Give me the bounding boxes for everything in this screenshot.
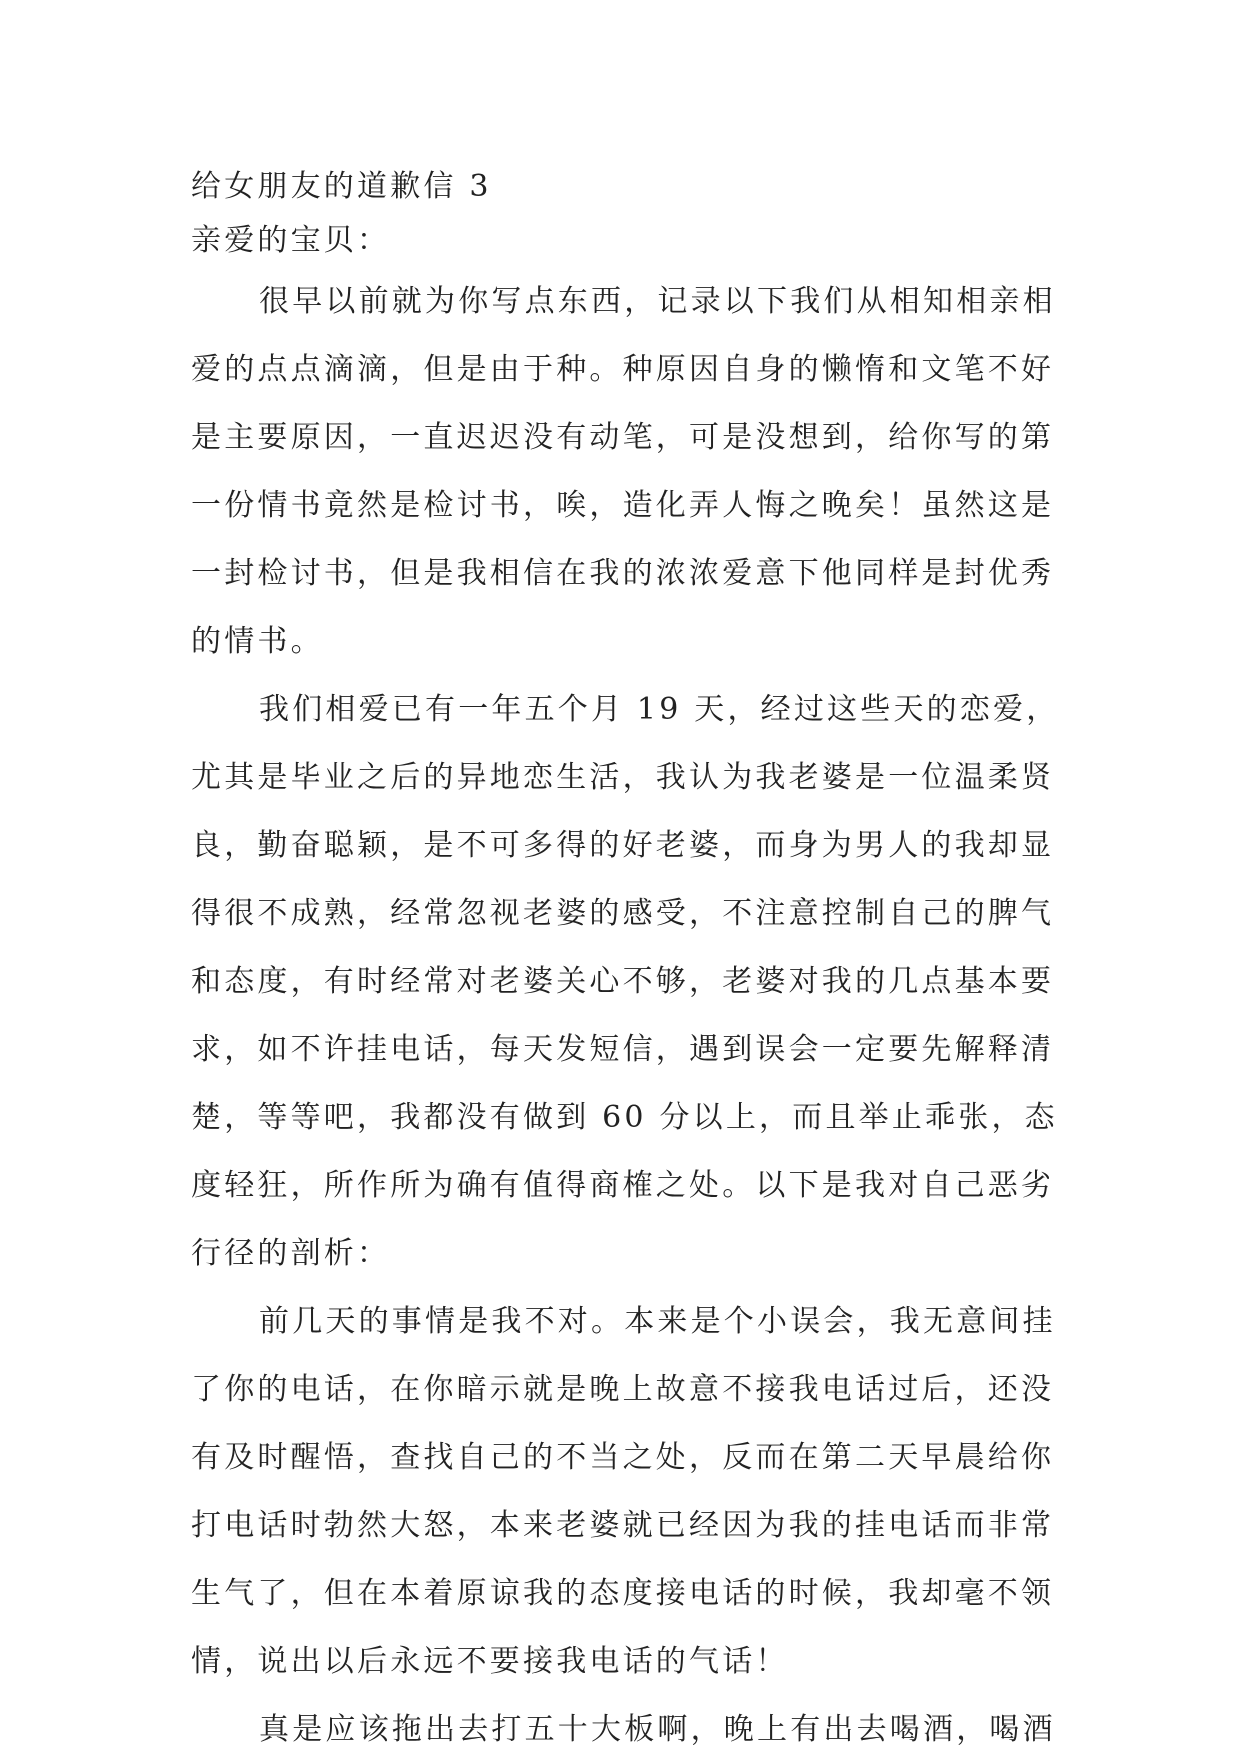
paragraph-line: 一份情书竟然是检讨书，唉，造化弄人悔之晚矣！虽然这是 — [191, 488, 1055, 523]
paragraph-line: 尤其是毕业之后的异地恋生活，我认为我老婆是一位温柔贤 — [191, 760, 1055, 795]
paragraph-line: 我们相爱已有一年五个月 19 天，经过这些天的恋爱， — [259, 692, 1060, 727]
paragraph-line: 生气了，但在本着原谅我的态度接电话的时候，我却毫不领 — [191, 1576, 1055, 1611]
paragraph-line: 很早以前就为你写点东西，记录以下我们从相知相亲相 — [259, 284, 1056, 319]
paragraph-line: 度轻狂，所作所为确有值得商榷之处。以下是我对自己恶劣 — [191, 1168, 1055, 1203]
paragraph-line: 的情书。 — [191, 624, 324, 659]
paragraph-line: 是主要原因，一直迟迟没有动笔，可是没想到，给你写的第 — [191, 420, 1055, 455]
paragraph-line: 有及时醒悟，查找自己的不当之处，反而在第二天早晨给你 — [191, 1440, 1055, 1475]
letter-greeting: 亲爱的宝贝： — [191, 223, 391, 258]
paragraph-line: 前几天的事情是我不对。本来是个小误会，我无意间挂 — [259, 1304, 1056, 1339]
paragraph-line: 一封检讨书，但是我相信在我的浓浓爱意下他同样是封优秀 — [191, 556, 1055, 591]
paragraph-line: 了你的电话，在你暗示就是晚上故意不接我电话过后，还没 — [191, 1372, 1055, 1407]
paragraph-line: 良，勤奋聪颖，是不可多得的好老婆，而身为男人的我却显 — [191, 828, 1055, 863]
paragraph-line: 爱的点点滴滴，但是由于种。种原因自身的懒惰和文笔不好 — [191, 352, 1055, 387]
paragraph-line: 打电话时勃然大怒，本来老婆就已经因为我的挂电话而非常 — [191, 1508, 1055, 1543]
letter-title: 给女朋友的道歉信 3 — [191, 169, 492, 204]
paragraph-line: 楚，等等吧，我都没有做到 60 分以上，而且举止乖张，态 — [191, 1100, 1058, 1135]
paragraph-2 — [191, 676, 1060, 1288]
paragraph-line: 求，如不许挂电话，每天发短信，遇到误会一定要先解释清 — [191, 1032, 1055, 1067]
paragraph-line: 得很不成熟，经常忽视老婆的感受，不注意控制自己的脾气 — [191, 896, 1055, 931]
paragraph-line: 真是应该拖出去打五十大板啊，晚上有出去喝酒，喝酒 — [259, 1712, 1056, 1747]
letter-body — [191, 160, 1060, 1764]
paragraph-line: 和态度，有时经常对老婆关心不够，老婆对我的几点基本要 — [191, 964, 1055, 999]
paragraph-line: 情，说出以后永远不要接我电话的气话！ — [191, 1644, 789, 1679]
paragraph-3 — [191, 1288, 1056, 1696]
paragraph-line: 行径的剖析： — [191, 1236, 391, 1271]
paragraph-1 — [191, 268, 1056, 676]
